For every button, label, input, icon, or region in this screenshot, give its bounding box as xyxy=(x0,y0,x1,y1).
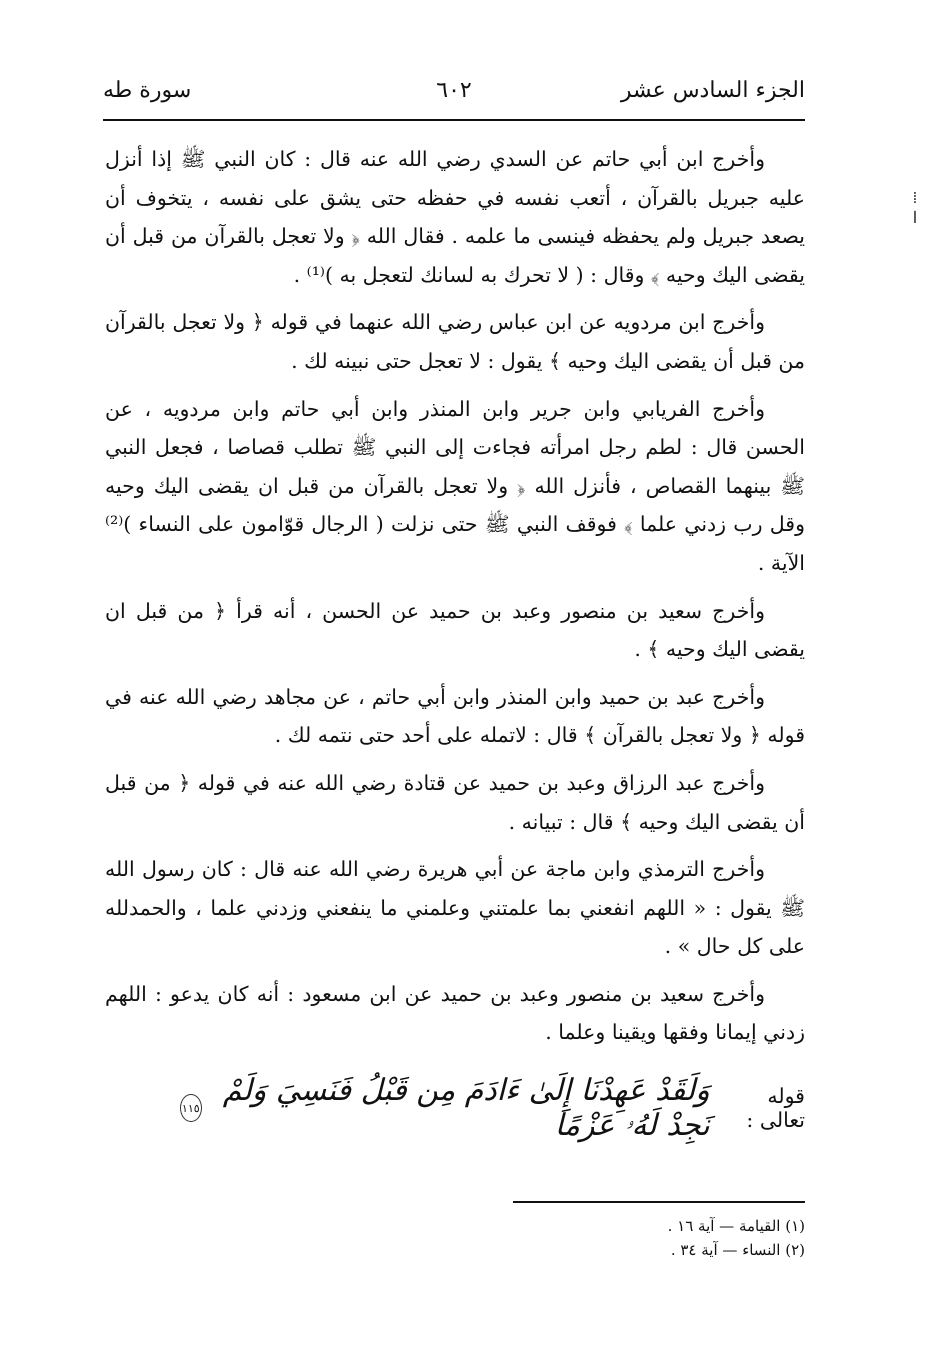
paragraph: وأخرج سعيد بن منصور وعبد بن حميد عن ابن مسعود : أنه كان يدعو : اللهم زدني إيمانا وفقها ويقينا وعلما . xyxy=(105,981,805,1045)
quran-verse xyxy=(180,1073,805,1143)
paragraph: وأخرج عبد بن حميد وابن المنذر وابن أبي حاتم ، عن مجاهد رضي الله عنه في قوله ﴿ ولا تعجل بالقرآن ﴾ قال : لاتمله على أحد حتى نتمه لك . xyxy=(105,684,805,748)
page-header xyxy=(103,70,805,110)
paragraph: وأخرج سعيد بن منصور وعبد بن حميد عن الحسن ، أنه قرأ ﴿ من قبل ان يقضى اليك وحيه ﴾ . xyxy=(105,598,805,662)
verse-number-icon: ١١٥ xyxy=(180,1094,202,1122)
page-number: ٦٠٢ xyxy=(436,77,472,103)
footnote-rule xyxy=(513,1201,805,1203)
verse-text: وَلَقَدْ عَهِدْنَا إِلَىٰ ءَادَمَ مِن قَبْلُ فَنَسِيَ وَلَمْ نَجِدْ لَهُۥ عَزْمًا xyxy=(222,1073,710,1143)
paragraph: وأخرج عبد الرزاق وعبد بن حميد عن قتادة رضي الله عنه في قوله ﴿ من قبل أن يقضى اليك وحيه ﴾ قال : تبيانه . xyxy=(105,770,805,834)
juz-title: الجزء السادس عشر xyxy=(620,77,805,103)
paragraph: وأخرج ابن مردويه عن ابن عباس رضي الله عنهما في قوله ﴿ ولا تعجل بالقرآن من قبل أن يقضى اليك وحيه ﴾ يقول : لا تعجل حتى نبينه لك . xyxy=(105,310,805,373)
surah-name: سورة طه xyxy=(103,77,192,103)
footnote-item: (٢) النساء — آية ٣٤ . xyxy=(670,1241,805,1259)
main-text xyxy=(105,140,805,1061)
paragraph: وأخرج ابن أبي حاتم عن السدي رضي الله عنه قال : كان النبي ﷺ إذا أنزل عليه جبريل بالقرآن ، أتعب نفسه في حفظه حتى يشق على نفسه ، يتخوف أن يصعد جبريل ولم يحفظه فينسى ما علمه . فقال الله ﴿ ولا تعجل بالقرآن من قبل أن يقضى اليك وحيه ﴾ وقال : ( لا تحرك به لسانك لتعجل به )⁽¹⁾ . xyxy=(105,147,805,287)
paragraph: وأخرج الترمذي وابن ماجة عن أبي هريرة رضي الله عنه قال : كان رسول الله ﷺ يقول : « اللهم انفعني بما علمتني وعلمني ما ينفعني وزدني علما ، والحمدلله على كل حال » . xyxy=(105,857,805,959)
header-rule xyxy=(103,119,805,121)
paragraph: وأخرج الفريابي وابن جرير وابن المنذر وابن أبي حاتم وابن مردويه ، عن الحسن قال : لطم رجل امرأته فجاءت إلى النبي ﷺ تطلب قصاصا ، فجعل النبي ﷺ بينهما القصاص ، فأنزل الله ﴿ ولا تعجل بالقرآن من قبل ان يقضى اليك وحيه وقل رب زدني علما ﴾ فوقف النبي ﷺ حتى نزلت ( الرجال قوّامون على النساء )⁽²⁾ الآية . xyxy=(105,396,805,575)
margin-mark: ⁞ ا xyxy=(912,188,918,227)
footnote-item: (١) القيامة — آية ١٦ . xyxy=(667,1217,805,1235)
footnotes xyxy=(500,1214,805,1262)
verse-lead: قوله تعالى : xyxy=(746,1084,805,1132)
